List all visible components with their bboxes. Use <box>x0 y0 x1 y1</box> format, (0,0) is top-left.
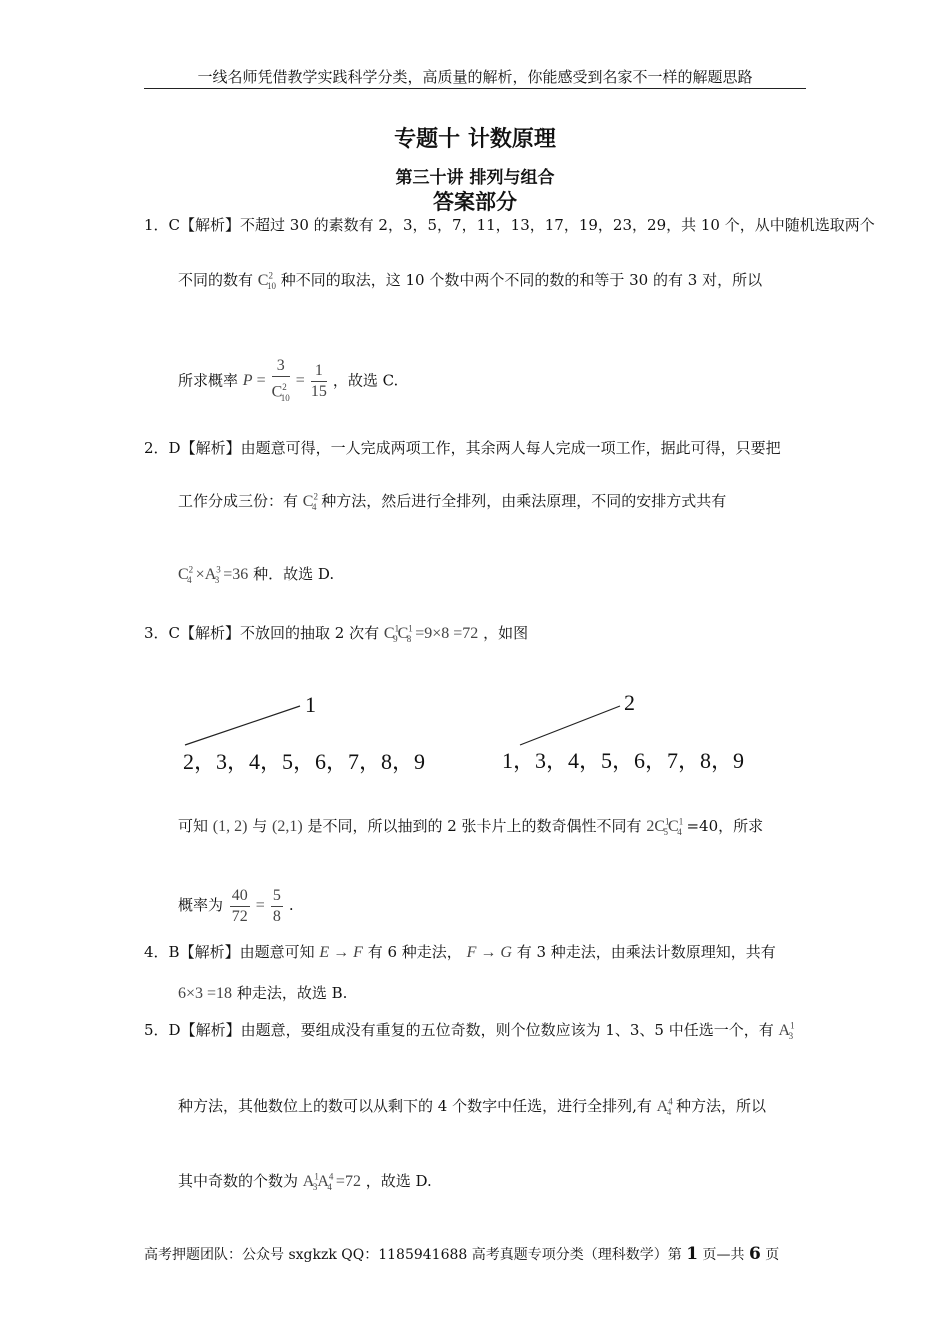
q2-line3-text: 种．故选 D. <box>253 565 335 583</box>
q5-line2 <box>178 1095 766 1117</box>
page-header: 一线名师凭借教学实践科学分类，高质量的解析，你能感受到名家不一样的解题思路 <box>197 68 753 86</box>
q3-line2-text-c: 是不同，所以抽到的 2 张卡片上的数奇偶性不同有 <box>307 817 642 835</box>
q4-line1 <box>144 941 776 962</box>
q4-line1-text-c: 有 3 种走法，由乘法计数原理知，共有 <box>516 943 776 961</box>
q3-line3-text-a: 概率为 <box>178 896 224 915</box>
q4-route-f-g: F → G <box>466 944 512 961</box>
q5-line3-text-a: 其中奇数的个数为 <box>178 1172 299 1190</box>
q5-arrangement-a44: $A^4_4$ <box>656 1096 673 1118</box>
q5-line1 <box>144 1019 793 1041</box>
answer-section-heading: 答案部分 <box>433 190 517 214</box>
q5-line2-text-b: 种方法，所以 <box>675 1097 766 1115</box>
q5-line2-text-a: 种方法，其他数位上的数可以从剩下的 4 个数字中任选，进行全排列,有 <box>178 1097 652 1115</box>
page-title: 专题十 计数原理 <box>394 127 556 152</box>
q1-line3-text-a: 所求概率 <box>178 371 239 390</box>
q3-line2-text-d: =40，所求 <box>686 817 764 835</box>
q1-line2-text-a: 不同的数有 <box>178 271 254 289</box>
q3-line2-text-a: 可知 <box>178 817 209 835</box>
q5-line3-text-b: ，故选 D. <box>365 1172 432 1190</box>
footer-total-pages: 6 <box>748 1244 761 1264</box>
q3-pair-1-2: (1, 2) <box>212 818 248 835</box>
q4-line2 <box>178 982 347 1003</box>
q2-combination: $C^2_4$ <box>302 491 318 513</box>
q1-line2-text-b: 种不同的取法，这 10 个数中两个不同的数的和等于 30 的有 3 对，所以 <box>280 271 763 289</box>
footer-page-separator: 页—共 <box>702 1247 745 1263</box>
footer-page-suffix: 页 <box>765 1247 780 1263</box>
q2-formula: $C^2_4 \times A^3_3 =36$ <box>178 564 249 586</box>
q1-combination: $C^2_{10}$ <box>257 270 276 292</box>
q4-formula: 6×3 =18 <box>178 985 233 1002</box>
footer-info: 高考押题团队：公众号 sxgkzk QQ：1185941688 高考真题专项分类（理科数学）第 <box>144 1247 682 1263</box>
tree2-root: 2 <box>624 690 635 715</box>
q2-line2-text-b: 种方法，然后进行全排列，由乘法原理，不同的安排方式共有 <box>321 492 727 510</box>
q3-line3 <box>178 886 294 927</box>
q3-probability-formula: $\frac{40}{72}$ = $\frac{5}{8}$ <box>231 887 281 925</box>
q5-line1-text: 5．D【解析】由题意，要组成没有重复的五位奇数，则个位数应该为 1、3、5 中任选一个，有 <box>144 1021 774 1039</box>
q3-count-formula: $2C^1_5C^1_4$ <box>646 816 684 838</box>
q4-line1-text-a: 4．B【解析】由题意可知 <box>144 943 315 961</box>
q3-formula: $C^1_9C^1_8 =9\times 8 =72$ <box>383 623 479 645</box>
tree2-branch-line <box>520 706 620 745</box>
q3-line1-text-b: ，如图 <box>483 624 529 642</box>
lecture-subtitle: 第三十讲 排列与组合 <box>395 168 555 188</box>
q3-line1-text-a: 3．C【解析】不放回的抽取 2 次有 <box>144 624 380 642</box>
q3-pair-2-1: (2,1) <box>272 818 303 835</box>
q3-line2-text-b: 与 <box>252 817 268 835</box>
page-footer <box>144 1244 779 1264</box>
q1-line1: 1．C【解析】不超过 30 的素数有 2，3，5，7，11，13，17，19，23，29，共 10 个，从中随机选取两个 <box>144 216 875 234</box>
q4-line2-text: 种走法，故选 B. <box>236 984 348 1002</box>
q5-arrangement-a31: $A^1_3$ <box>778 1020 795 1042</box>
q4-line1-text-b: 有 6 种走法， <box>367 943 462 961</box>
q5-line3 <box>178 1170 432 1192</box>
q3-line3-text-b: . <box>288 896 294 915</box>
tree1-branch-line <box>185 706 300 745</box>
q1-probability-formula: P = $\frac{3}{C^2_{10}}$ = $\frac{1}{15}$ <box>242 357 327 403</box>
q2-line2-text-a: 工作分成三份：有 <box>178 492 299 510</box>
q4-route-e-f: E → F <box>319 944 363 961</box>
tree1-row: 2，3，4，5，6，7，8，9 <box>183 749 426 774</box>
q1-line3-text-b: ，故选 C. <box>332 371 399 390</box>
q2-line1: 2．D【解析】由题意可得，一人完成两项工作，其余两人每人完成一项工作，据此可得，只要把 <box>144 439 781 457</box>
tree2-row: 1，3，4，5，6，7，8，9 <box>502 748 745 773</box>
q3-line2 <box>178 815 763 837</box>
tree1-root: 1 <box>305 692 316 717</box>
footer-page-number: 1 <box>686 1244 699 1264</box>
q5-formula: $A^1_3A^4_4 =72$ <box>302 1171 361 1193</box>
